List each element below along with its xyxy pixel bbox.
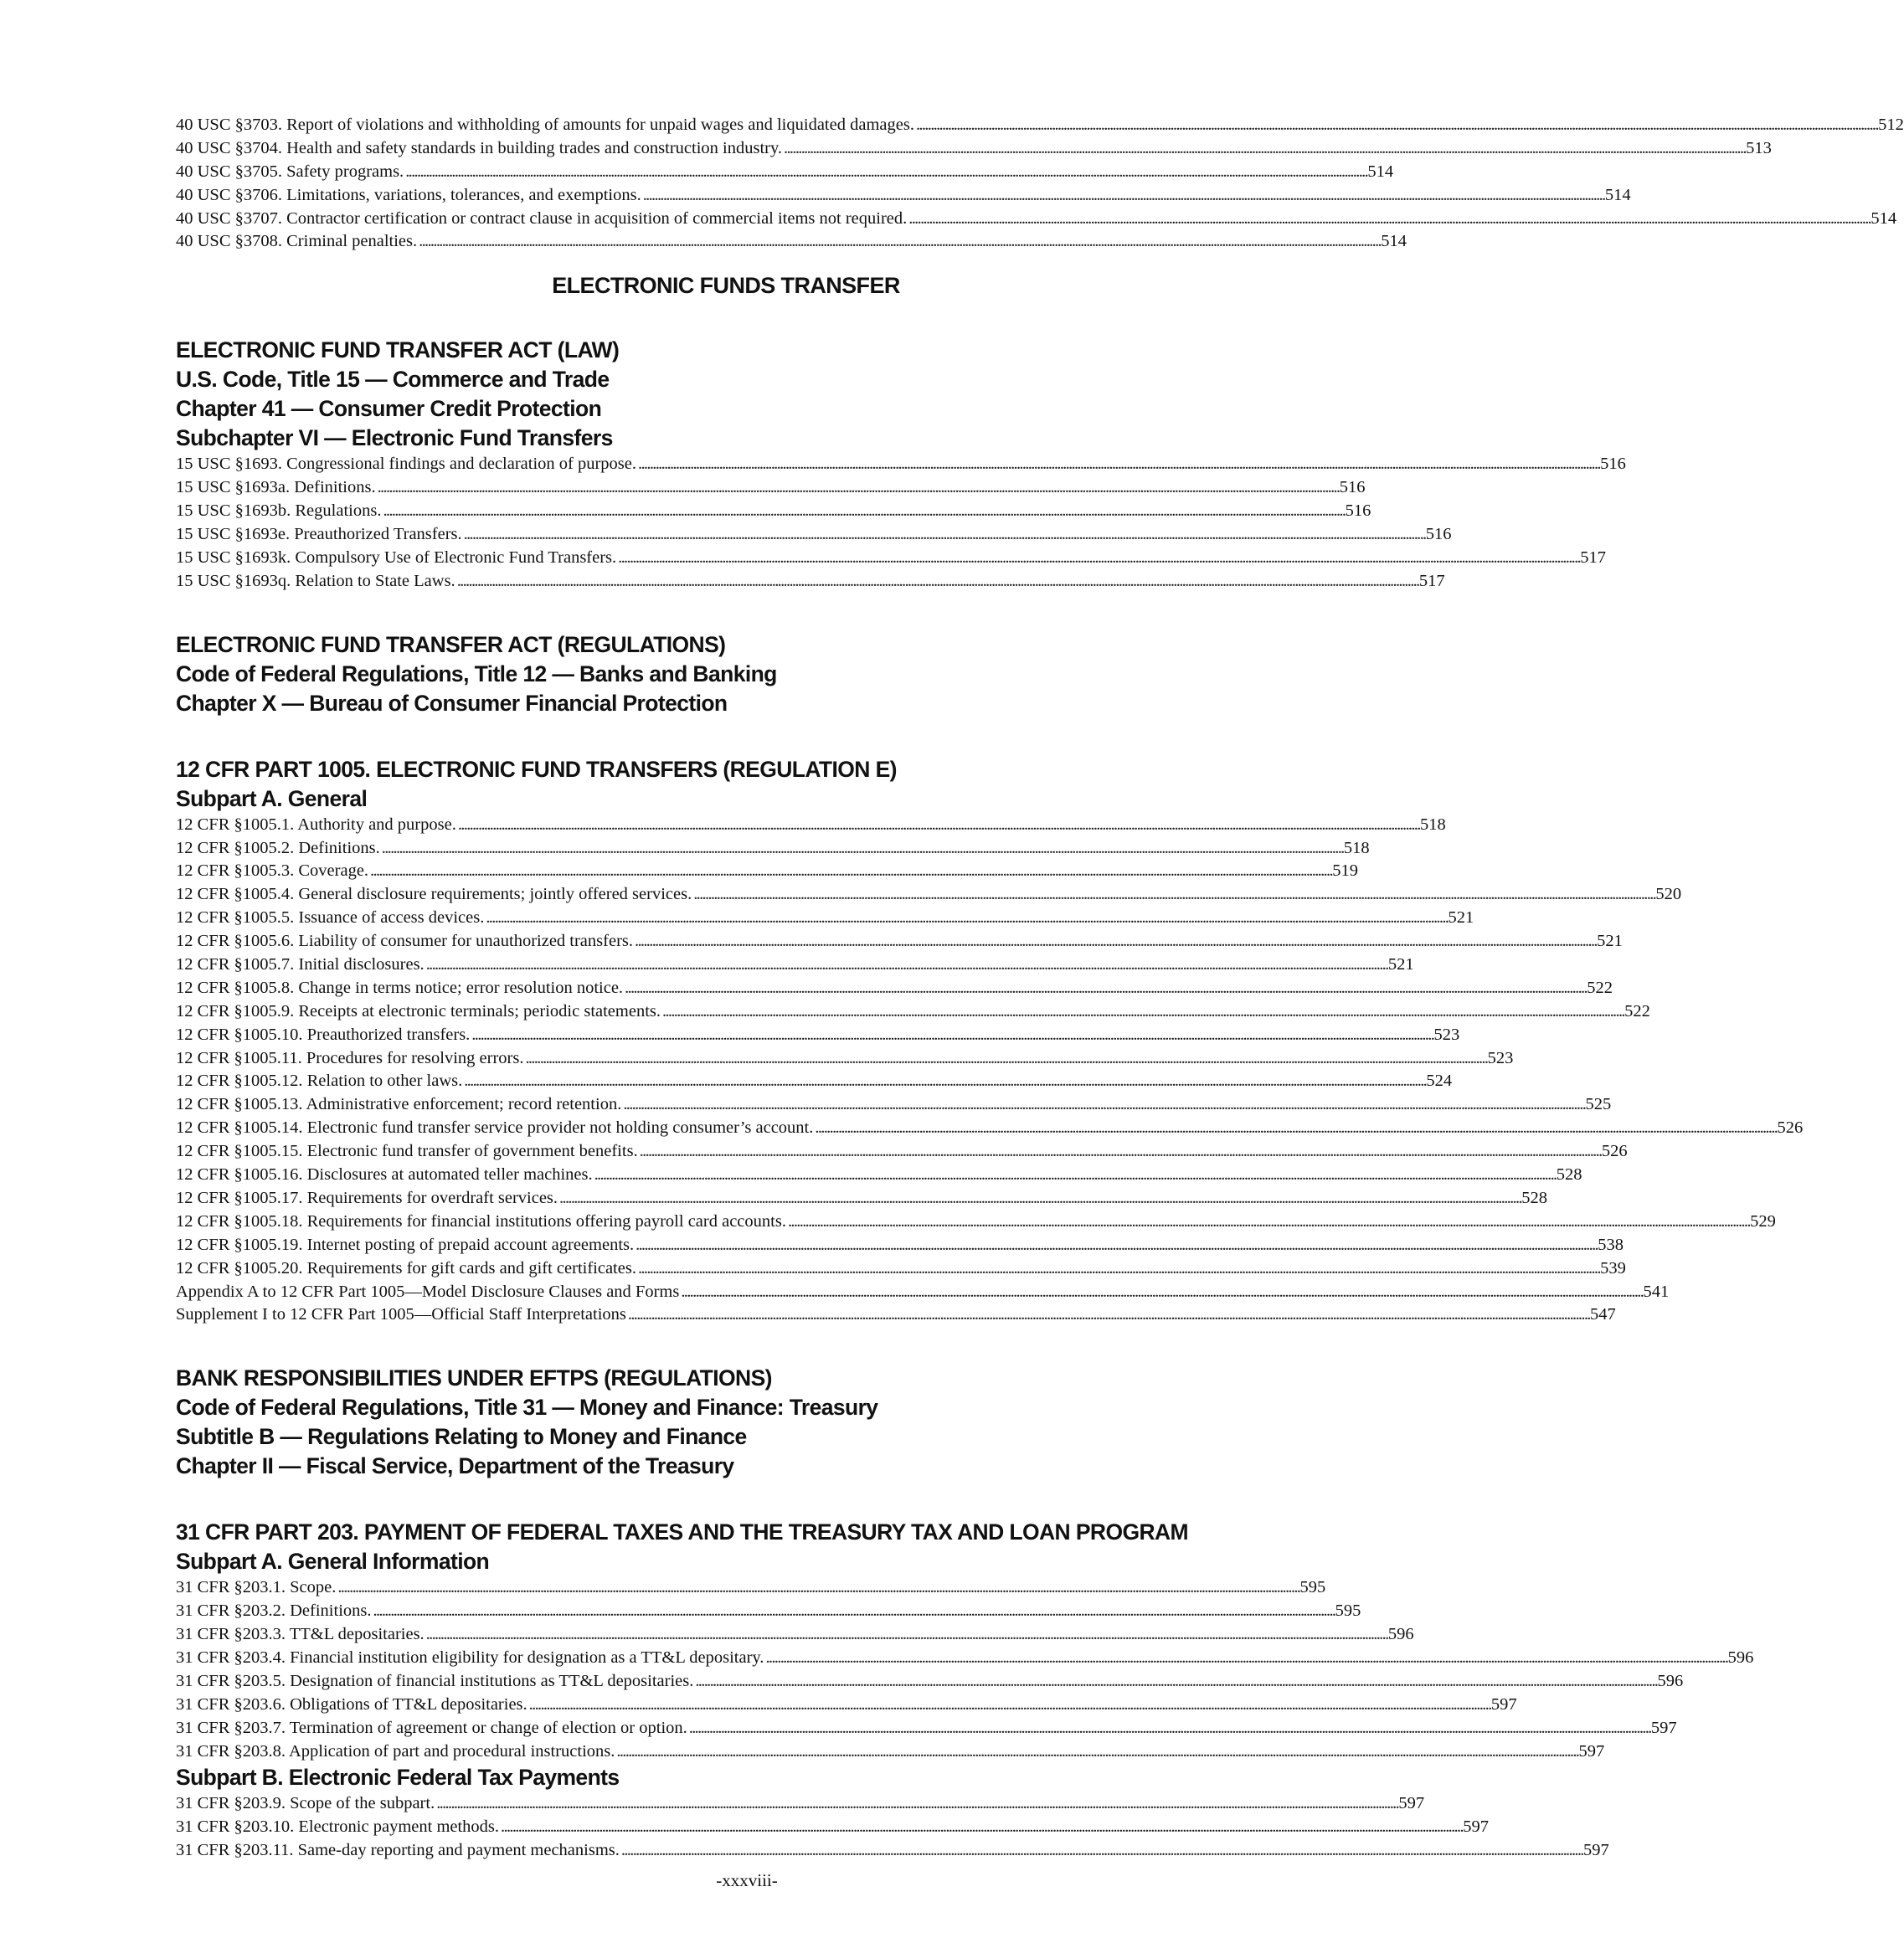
dot-leader [405,161,1366,184]
entry-page: 517 [1580,548,1607,567]
section-heading: 12 CFR PART 1005. ELECTRONIC FUND TRANSFERS (REGULATION E) [176,756,897,782]
dot-leader [373,1600,1334,1623]
dot-leader [635,930,1595,954]
entry-page: 528 [1556,1165,1582,1185]
dot-leader [623,1093,1583,1117]
entry-text: 12 CFR §1005.9. Receipts at electronic terminals; periodic statements. [176,1001,661,1020]
toc-entry [176,1257,1626,1281]
toc-entry [176,1234,1624,1257]
entry-text: 15 USC §1693q. Relation to State Laws. [176,571,455,590]
toc-entry [176,1070,1453,1093]
dot-leader [638,1257,1598,1281]
toc-entry [176,837,1370,861]
entry-page: 539 [1600,1258,1626,1278]
entry-text: 12 CFR §1005.15. Electronic fund transfer of government benefits. [176,1142,638,1161]
dot-leader [618,547,1578,570]
efta-law-section [176,336,1626,593]
entry-page: 596 [1727,1648,1754,1667]
entry-text: Appendix A to 12 CFR Part 1005—Model Disclosure Clauses and Forms [176,1282,680,1301]
entry-text: 31 CFR §203.10. Electronic payment methods. [176,1817,500,1837]
dot-leader [788,1211,1748,1234]
entry-text: 31 CFR §203.5. Designation of financial institutions as TT&L depositaries. [176,1671,694,1690]
section-heading: Code of Federal Regulations, Title 31 — Money and Finance: Treasury [176,1395,878,1421]
toc-entry [176,1740,1605,1764]
entry-page: 597 [1583,1841,1609,1860]
entry-page: 521 [1387,955,1414,974]
entry-text: 31 CFR §203.6. Obligations of TT&L depositaries. [176,1694,527,1714]
toc-entry [176,1117,1804,1140]
section-heading: Subchapter VI — Electronic Fund Transfers [176,425,613,451]
entry-text: 12 CFR §1005.6. Liability of consumer for unauthorized transfers. [176,932,633,951]
dot-leader [662,1000,1623,1024]
toc-entry [176,1816,1489,1839]
entry-page: 516 [1345,501,1371,521]
toc-entry [176,1047,1514,1071]
entry-page: 522 [1587,978,1613,997]
dot-leader [501,1816,1461,1839]
dot-leader [640,1140,1600,1164]
toc-entry [176,1000,1650,1024]
entry-text: 40 USC §3705. Safety programs. [176,162,404,181]
dot-leader [382,837,1342,861]
dot-leader [457,570,1418,594]
toc-entry [176,570,1445,594]
toc-entry [176,161,1394,184]
entry-text: 15 USC §1693k. Compulsory Use of Electronic Fund Transfers. [176,548,617,567]
toc-entry [176,1303,1616,1327]
dot-leader [426,954,1387,977]
toc-entry [176,1717,1677,1740]
toc-entry [176,977,1613,1000]
toc-entry [176,1576,1326,1600]
entry-text: 31 CFR §203.8. Application of part and procedural instructions. [176,1741,615,1761]
entry-page: 526 [1601,1142,1628,1161]
efta-regs-section [176,630,1276,718]
toc-entry [176,208,1897,231]
reg-e-section [176,755,1804,1328]
entry-text: 40 USC §3708. Criminal penalties. [176,232,418,251]
entry-page: 597 [1650,1718,1677,1737]
dot-leader [621,1839,1582,1863]
entry-page: 538 [1598,1235,1624,1254]
entry-page: 514 [1871,208,1897,228]
entry-page: 516 [1600,455,1626,474]
entry-page: 522 [1624,1001,1650,1020]
entry-page: 516 [1339,478,1366,497]
dot-leader [616,1740,1577,1764]
entry-page: 518 [1343,838,1370,857]
toc-entry [176,1623,1414,1647]
dot-leader [689,1717,1649,1740]
dot-leader [559,1187,1520,1211]
entry-text: 40 USC §3707. Contractor certification or contract clause in acquisition of commercial items not required. [176,208,908,228]
entry-text: 31 CFR §203.7. Termination of agreement or change of election or option. [176,1718,687,1737]
section-heading: 31 CFR PART 203. PAYMENT OF FEDERAL TAXES AND THE TREASURY TAX AND LOAN PROGRAM [176,1519,1189,1545]
dot-leader [628,1303,1588,1327]
dot-leader [693,883,1654,907]
page-number: -xxxviii- [716,1870,778,1890]
entry-text: 12 CFR §1005.16. Disclosures at automated teller machines. [176,1165,593,1185]
toc-entry [176,230,1407,254]
entry-page: 517 [1418,571,1445,590]
entry-page: 525 [1585,1095,1612,1114]
section-heading: Chapter 41 — Consumer Credit Protection [176,396,602,422]
entry-text: 12 CFR §1005.2. Definitions. [176,838,380,857]
entry-page: 597 [1490,1694,1517,1714]
toc-entry [176,814,1446,837]
toc-entry [176,453,1626,476]
toc-entry [176,184,1631,208]
section-title: ELECTRONIC FUNDS TRANSFER [552,273,900,299]
eftps-section [176,1364,1276,1481]
entry-page: 597 [1463,1817,1489,1837]
subpart-heading: Subpart A. General [176,785,368,811]
dot-leader [594,1164,1555,1187]
entry-page: 520 [1655,885,1682,904]
entry-text: 12 CFR §1005.19. Internet posting of prepaid account agreements. [176,1235,635,1254]
entry-text: 15 USC §1693a. Definitions. [176,478,376,497]
entry-page: 595 [1299,1578,1326,1597]
section-heading: ELECTRONIC FUND TRANSFER ACT (REGULATIONS) [176,631,726,657]
entry-page: 523 [1433,1025,1460,1044]
toc-entry [176,500,1371,523]
toc-entry [176,1792,1425,1816]
toc-entry [176,1024,1460,1047]
entry-text: 31 CFR §203.1. Scope. [176,1578,337,1597]
entry-text: 12 CFR §1005.17. Requirements for overdraft services. [176,1188,558,1207]
dot-leader [695,1670,1655,1694]
section-heading: Chapter II — Fiscal Service, Department of the Treasury [176,1453,734,1479]
toc-entry [176,883,1682,907]
toc-entry [176,1670,1684,1694]
entry-page: 514 [1604,185,1631,204]
dot-leader [486,907,1446,930]
usc40-list [176,114,1904,254]
entry-page: 541 [1643,1282,1670,1301]
entry-text: 15 USC §1693e. Preauthorized Transfers. [176,525,462,544]
entry-text: 12 CFR §1005.8. Change in terms notice; error resolution notice. [176,978,624,997]
entry-text: 31 CFR §203.9. Scope of the subpart. [176,1794,435,1813]
entry-text: 12 CFR §1005.20. Requirements for gift cards and gift certificates. [176,1258,636,1278]
dot-leader [638,453,1598,476]
entry-page: 526 [1777,1118,1804,1138]
dot-leader [643,184,1603,208]
toc-entry [176,1093,1612,1117]
entry-text: 12 CFR §1005.1. Authority and purpose. [176,815,456,834]
toc-entry [176,1281,1670,1304]
toc-entry [176,1211,1776,1234]
entry-text: 12 CFR §1005.3. Coverage. [176,861,369,881]
dot-leader [419,230,1379,254]
entry-text: 12 CFR §1005.11. Procedures for resolving errors. [176,1048,524,1067]
section-heading: U.S. Code, Title 15 — Commerce and Trade [176,367,610,393]
entry-page: 514 [1381,232,1407,251]
dot-leader [378,476,1338,500]
section-heading: Code of Federal Regulations, Title 12 — Banks and Banking [176,661,777,686]
toc-entry [176,1164,1582,1187]
toc-entry [176,860,1358,883]
entry-text: 12 CFR §1005.4. General disclosure requirements; jointly offered services. [176,885,692,904]
entry-text: 31 CFR §203.4. Financial institution eligibility for designation as a TT&L depositary. [176,1648,764,1667]
subpart-heading: Subpart A. General Information [176,1549,490,1575]
dot-leader [464,523,1424,547]
entry-text: 40 USC §3703. Report of violations and withholding of amounts for unpaid wages and liquidated damages. [176,116,914,134]
toc-entry [176,1647,1754,1670]
dot-leader [471,1024,1432,1047]
dot-leader [458,814,1418,837]
entry-page: 521 [1448,908,1474,928]
dot-leader [681,1281,1641,1304]
entry-page: 595 [1335,1601,1361,1621]
dot-leader [636,1234,1596,1257]
entry-text: 12 CFR §1005.13. Administrative enforcement; record retention. [176,1095,622,1114]
toc-entry [176,1187,1547,1211]
entry-page: 597 [1398,1794,1425,1813]
entry-text: 12 CFR §1005.5. Issuance of access devices. [176,908,485,928]
dot-leader [765,1647,1726,1670]
cfr31-section [176,1518,1754,1863]
entry-text: 31 CFR §203.3. TT&L depositaries. [176,1625,425,1644]
entry-page: 523 [1487,1048,1514,1067]
entry-page: 513 [1746,138,1772,157]
toc-entry [176,114,1904,137]
entry-page: 519 [1332,861,1358,881]
dot-leader [464,1070,1424,1093]
section-heading: BANK RESPONSIBILITIES UNDER EFTPS (REGULATIONS) [176,1365,772,1391]
dot-leader [916,114,1876,137]
entry-text: 12 CFR §1005.7. Initial disclosures. [176,955,425,974]
entry-text: 12 CFR §1005.12. Relation to other laws. [176,1072,463,1091]
toc-entry [176,954,1414,977]
entry-text: 31 CFR §203.2. Definitions. [176,1601,372,1621]
entry-text: 15 USC §1693. Congressional findings and declaration of purpose. [176,455,637,474]
dot-leader [436,1792,1397,1816]
dot-leader [525,1047,1485,1071]
entry-page: 512 [1878,116,1904,134]
dot-leader [815,1117,1775,1140]
dot-leader [529,1694,1490,1717]
toc-entry [176,1140,1628,1164]
dot-leader [370,860,1330,883]
entry-page: 529 [1750,1211,1776,1231]
toc-entry [176,1839,1609,1863]
entry-page: 528 [1521,1188,1547,1207]
toc-entry [176,1600,1361,1623]
section-heading: Chapter X — Bureau of Consumer Financial Protection [176,690,728,716]
dot-leader [625,977,1585,1000]
toc-entry [176,137,1772,161]
entry-text: 15 USC §1693b. Regulations. [176,501,382,521]
section-heading: ELECTRONIC FUND TRANSFER ACT (LAW) [176,337,620,363]
toc-entry [176,1694,1517,1717]
toc-entry [176,907,1474,930]
entry-page: 516 [1425,525,1452,544]
dot-leader [426,1623,1387,1647]
section-heading: Subtitle B — Regulations Relating to Money and Finance [176,1424,747,1450]
entry-page: 596 [1657,1671,1684,1690]
entry-text: Supplement I to 12 CFR Part 1005—Official Staff Interpretations [176,1305,626,1324]
toc-content [176,114,1904,1863]
entry-page: 518 [1419,815,1446,834]
entry-text: 31 CFR §203.11. Same-day reporting and payment mechanisms. [176,1841,620,1860]
entry-text: 40 USC §3706. Limitations, variations, tolerances, and exemptions. [176,185,641,204]
entry-page: 521 [1597,932,1623,951]
entry-page: 597 [1578,1741,1605,1761]
entry-text: 40 USC §3704. Health and safety standards in building trades and construction industry. [176,138,783,157]
dot-leader [383,500,1343,523]
toc-entry [176,523,1452,547]
toc-entry [176,547,1607,570]
entry-page: 596 [1387,1625,1414,1644]
dot-leader [784,137,1744,161]
dot-leader [908,208,1869,231]
entry-page: 514 [1367,162,1394,181]
dot-leader [337,1576,1298,1600]
subpart-heading: Subpart B. Electronic Federal Tax Payments [176,1765,620,1791]
entry-page: 547 [1590,1305,1616,1324]
entry-page: 524 [1426,1072,1453,1091]
toc-entry [176,476,1366,500]
entry-text: 12 CFR §1005.14. Electronic fund transfer service provider not holding consumer’s account. [176,1118,814,1138]
entry-text: 12 CFR §1005.10. Preauthorized transfers. [176,1025,471,1044]
toc-entry [176,930,1623,954]
entry-text: 12 CFR §1005.18. Requirements for financial institutions offering payroll card accounts. [176,1211,786,1231]
